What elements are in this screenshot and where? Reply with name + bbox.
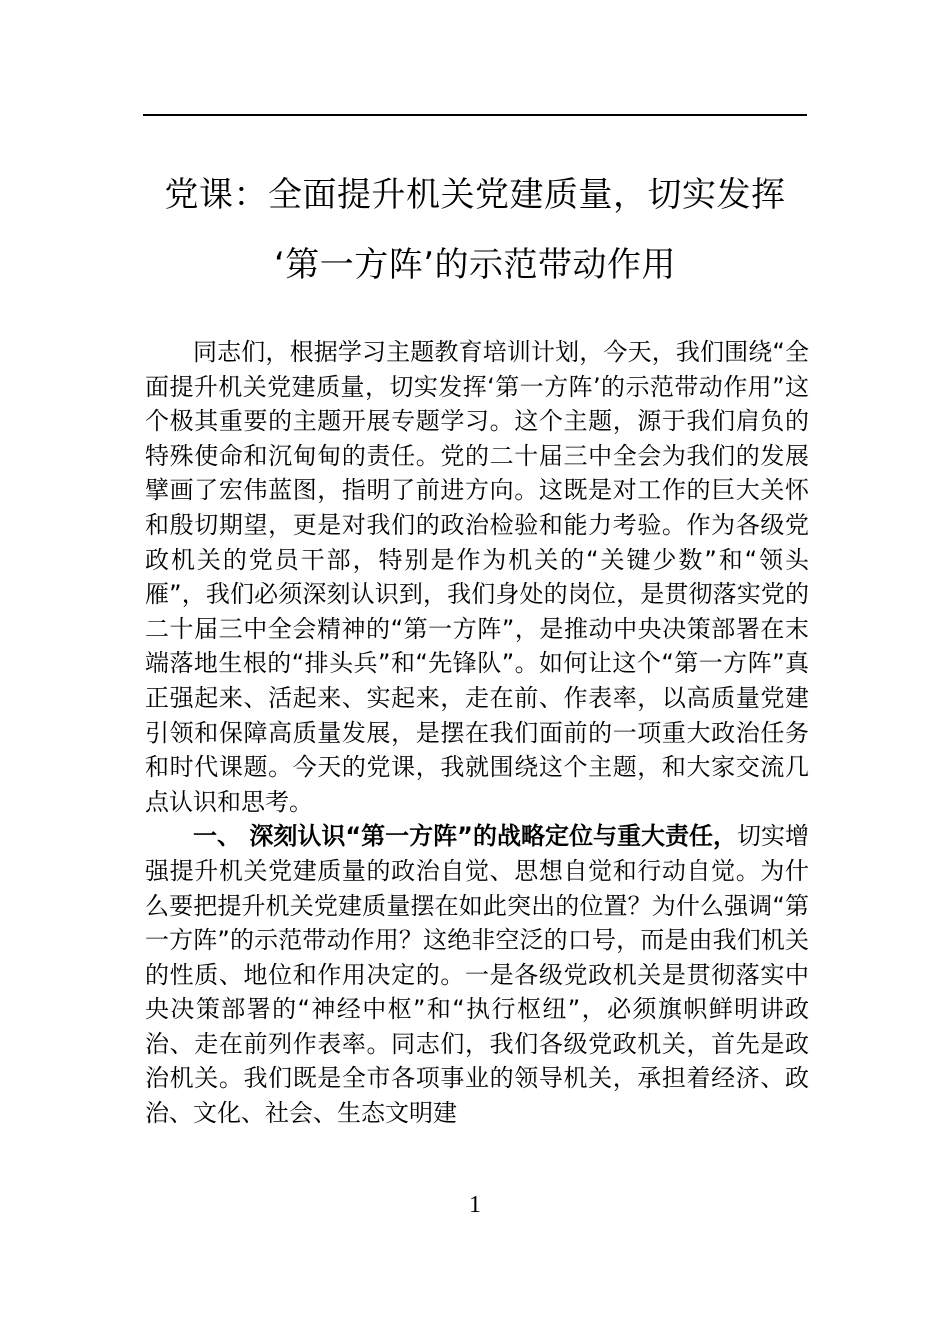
document-title-line-1: 党课：全面提升机关党建质量，切实发挥	[164, 175, 786, 215]
section-1-heading: 一、 深刻认识“第一方阵”的战略定位与重大责任，	[193, 822, 737, 851]
page-number: 1	[469, 1192, 481, 1218]
document-body	[145, 335, 809, 1131]
intro-paragraph: 同志们，根据学习主题教育培训计划，今天，我们围绕“全面提升机关党建质量，切实发挥‘第一方阵’的示范带动作用”这个极其重要的主题开展专题学习。这个主题，源于我们肩负的特殊使命和沉甸甸的责任。党的二十届三中全会为我们的发展擘画了宏伟蓝图，指明了前进方向。这既是对工作的巨大关怀和殷切期望，更是对我们的政治检验和能力考验。作为各级党政机关的党员干部，特别是作为机关的“关键少数”和“领头雁”，我们必须深刻认识到，我们身处的岗位，是贯彻落实党的二十届三中全会精神的“第一方阵”，是推动中央决策部署在末端落地生根的“排头兵”和“先锋队”。如何让这个“第一方阵”真正强起来、活起来、实起来，走在前、作表率，以高质量党建引领和保障高质量发展，是摆在我们面前的一项重大政治任务和时代课题。今天的党课，我就围绕这个主题，和大家交流几点认识和思考。	[145, 338, 809, 816]
section-1-paragraph	[145, 819, 809, 1130]
document-title-line-2: ‘第一方阵’的示范带动作用	[273, 245, 677, 285]
header-rule	[143, 114, 807, 116]
section-1-body: 切实增强提升机关党建质量的政治自觉、思想自觉和行动自觉。为什么要把提升机关党建质量摆在如此突出的位置？为什么强调“第一方阵”的示范带动作用？这绝非空泛的口号，而是由我们机关的性质、地位和作用决定的。一是各级党政机关是贯彻落实中央决策部署的“神经中枢”和“执行枢纽”，必须旗帜鲜明讲政治、走在前列作表率。同志们，我们各级党政机关，首先是政治机关。我们既是全市各项事业的领导机关，承担着经济、政治、文化、社会、生态文明建	[145, 822, 810, 1128]
